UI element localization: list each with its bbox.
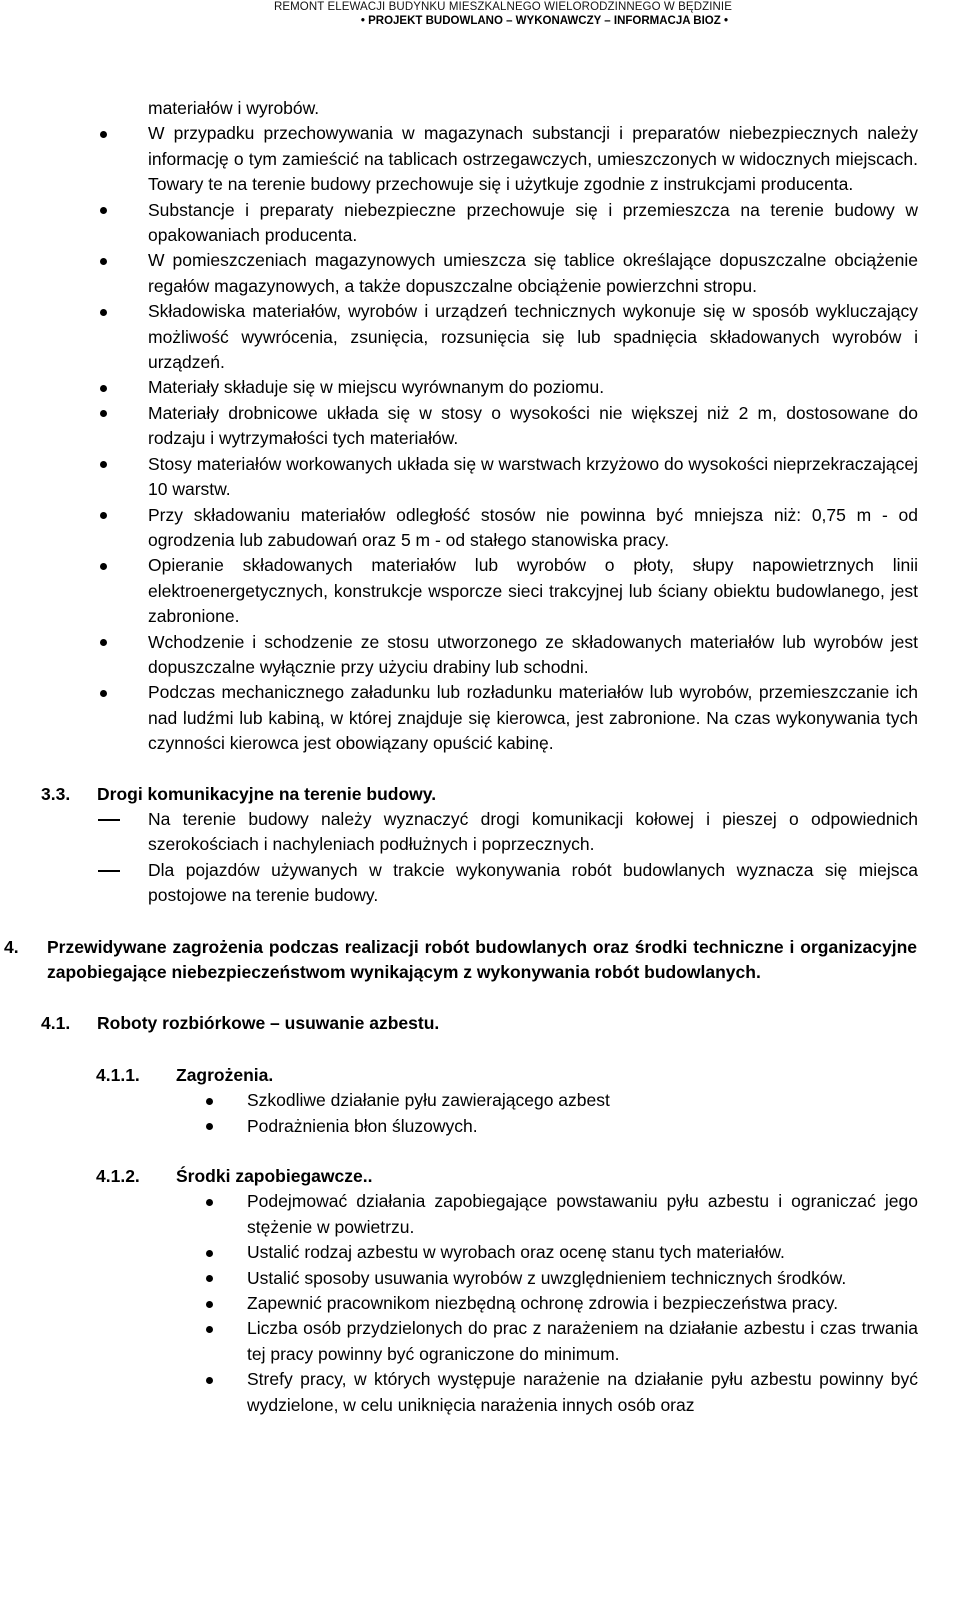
continuation-text: materiałów i wyrobów. [148, 98, 320, 118]
bullet-icon [100, 461, 107, 468]
list-item: Liczba osób przydzielonych do prac z narażeniem na działanie azbestu i czas trwania tej pracy powinny być ograniczone do minimum. [247, 1316, 918, 1367]
section-heading-4 [4, 935, 917, 986]
header-document-type: • PROJEKT BUDOWLANO – WYKONAWCZY – INFORMACJA BIOZ • [360, 15, 728, 27]
list-item: Strefy pracy, w których występuje narażenie na działanie pyłu azbestu powinny być wydzielone, w celu uniknięcia narażenia innych osób oraz [247, 1367, 918, 1418]
list-item: Podejmować działania zapobiegające powstawaniu pyłu azbestu i ograniczać jego stężenie w powietrzu. [247, 1189, 918, 1240]
list-item: Zapewnić pracownikom niezbędną ochronę zdrowia i bezpieczeństwa pracy. [247, 1291, 918, 1316]
list-item: Na terenie budowy należy wyznaczyć drogi komunikacji kołowej i pieszej o odpowiednich szerokościach i nachyleniach podłużnych i poprzecznych. [148, 807, 918, 858]
section-title: Przewidywane zagrożenia podczas realizacji robót budowlanych oraz środki techniczne i organizacyjne zapobiegające niebezpieczeństwom wynikającym z wykonywania robót budowlanych. [47, 936, 917, 982]
bullet-icon [100, 410, 107, 417]
page-header [0, 0, 960, 28]
list-item: Materiały drobnicowe układa się w stosy o wysokości nie większej niż 2 m, dostosowane do rodzaju i wytrzymałości tych materiałów. [148, 401, 918, 452]
section-title: Drogi komunikacyjne na terenie budowy. [97, 783, 437, 804]
list-item: Szkodliwe działanie pyłu zawierającego azbest [247, 1088, 918, 1113]
list-item: Opieranie składowanych materiałów lub wyrobów o płoty, słupy napowietrznych linii elektroenergetycznych, konstrukcje wsporcze sieci trakcyjnej lub ściany obiektu budowlanego, jest zabronione. [148, 553, 918, 629]
section-heading-4-1-2 [96, 1164, 960, 1189]
list-item: Materiały składuje się w miejscu wyrównanym do poziomu. [148, 375, 918, 400]
bullet-icon [206, 1199, 213, 1206]
list-item: W przypadku przechowywania w magazynach substancji i preparatów niebezpiecznych należy informację o tym zamieścić na tablicach ostrzegawczych, umieszczonych w widocznych miejscach. Towary te na terenie budowy przechowuje się i użytkuje zgodnie z instrukcjami producenta. [148, 121, 918, 197]
list-item: Substancje i preparaty niebezpieczne przechowuje się i przemieszcza na terenie budowy w opakowaniach producenta. [148, 198, 918, 249]
section-heading-3-3 [41, 782, 960, 807]
preventive-measures-list [0, 1189, 960, 1418]
section-number: 4.1.2. [96, 1166, 140, 1187]
section-number: 4.1.1. [96, 1064, 140, 1085]
section-heading-4-1 [41, 1011, 960, 1036]
section-number: 3.3. [41, 783, 71, 804]
bullet-icon [206, 1301, 213, 1308]
traffic-routes-list [0, 807, 960, 909]
list-item: Podrażnienia błon śluzowych. [247, 1114, 918, 1139]
dash-icon [98, 870, 120, 871]
list-item: Stosy materiałów workowanych układa się w warstwach krzyżowo do wysokości nieprzekraczającej 10 warstw. [148, 452, 918, 503]
bullet-icon [100, 690, 107, 697]
bullet-icon [206, 1275, 213, 1282]
bullet-icon [100, 563, 107, 570]
bullet-icon [100, 207, 107, 214]
bullet-icon [100, 131, 107, 138]
list-item: Ustalić rodzaj azbestu w wyrobach oraz ocenę stanu tych materiałów. [247, 1240, 918, 1265]
list-item: Dla pojazdów używanych w trakcie wykonywania robót budowlanych wyznacza się miejsca postojowe na terenie budowy. [148, 858, 918, 909]
list-item: Składowiska materiałów, wyrobów i urządzeń technicznych wykonuje się w sposób wykluczający możliwość wywrócenia, zsunięcia, rozsunięcia się lub spadnięcia składowanych wyrobów i urządzeń. [148, 299, 918, 375]
hazards-list [0, 1088, 960, 1139]
bullet-icon [206, 1250, 213, 1257]
bullet-icon [206, 1098, 213, 1105]
bullet-icon [100, 512, 107, 519]
list-item: Przy składowaniu materiałów odległość stosów nie powinna być mniejsza niż: 0,75 m - od ogrodzenia lub zabudowań oraz 5 m - od stałego stanowiska pracy. [148, 503, 918, 554]
section-title: Zagrożenia. [176, 1064, 274, 1085]
bullet-icon [100, 309, 107, 316]
list-item: Podczas mechanicznego załadunku lub rozładunku materiałów lub wyrobów, przemieszczanie ich nad ludźmi lub kabiną, w której znajduje się kierowca, jest zabronione. Na czas wykonywania tych czynności kierowca jest obowiązany opuścić kabinę. [148, 680, 918, 756]
document-body [0, 96, 960, 1418]
bullet-icon [206, 1377, 213, 1384]
dash-icon [98, 819, 120, 820]
header-project-title: REMONT ELEWACJI BUDYNKU MIESZKALNEGO WIELORODZINNEGO W BĘDZINIE [273, 1, 732, 13]
list-item: Wchodzenie i schodzenie ze stosu utworzonego ze składowanych materiałów lub wyrobów jest dopuszczalne wyłącznie przy użyciu drabiny lub schodni. [148, 630, 918, 681]
bullet-icon [100, 639, 107, 646]
storage-rules-list [0, 121, 960, 756]
bullet-icon [100, 258, 107, 265]
section-number: 4.1. [41, 1013, 71, 1034]
section-heading-4-1-1 [96, 1063, 960, 1088]
bullet-icon [100, 385, 107, 392]
bullet-icon [206, 1123, 213, 1130]
section-title: Środki zapobiegawcze.. [176, 1166, 373, 1187]
list-item: W pomieszczeniach magazynowych umieszcza się tablice określające dopuszczalne obciążenie regałów magazynowych, a także dopuszczalne obciążenie powierzchni stropu. [148, 248, 918, 299]
list-item: Ustalić sposoby usuwania wyrobów z uwzględnieniem technicznych środków. [247, 1266, 918, 1291]
bullet-icon [206, 1326, 213, 1333]
section-number: 4. [4, 936, 19, 957]
section-title: Roboty rozbiórkowe – usuwanie azbestu. [97, 1013, 440, 1034]
